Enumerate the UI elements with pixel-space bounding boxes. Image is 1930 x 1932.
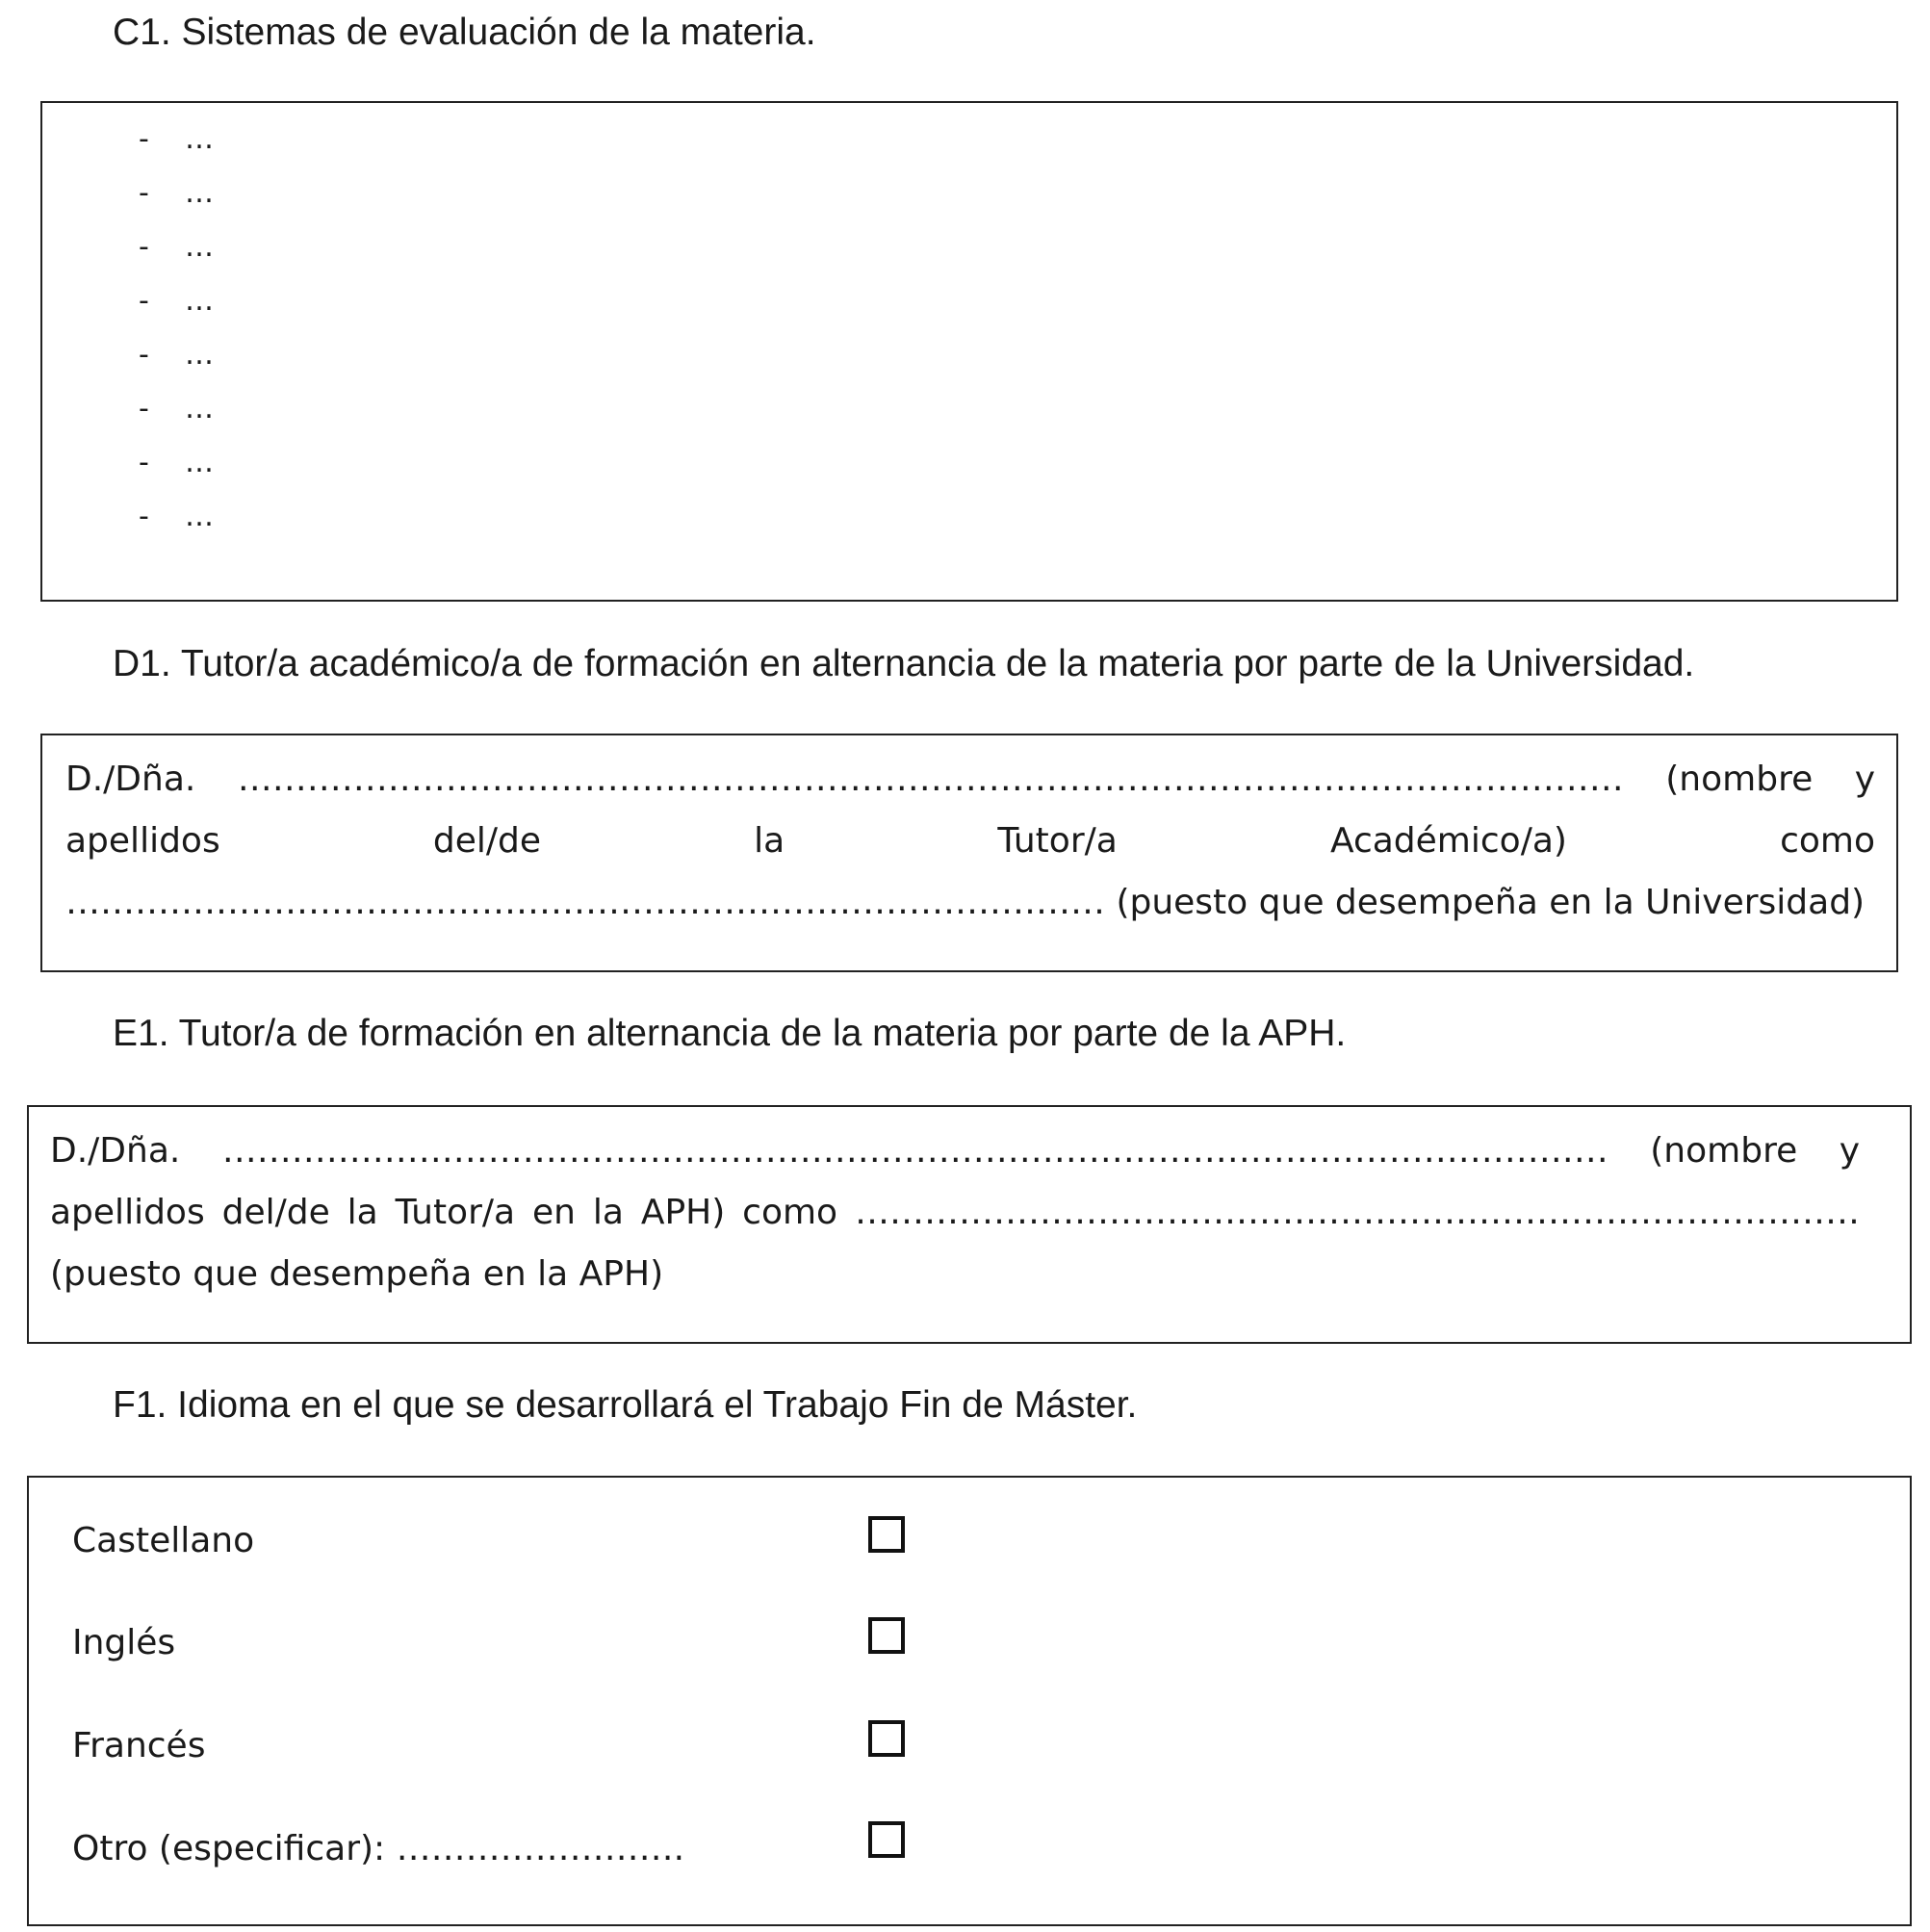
language-options-box <box>27 1476 1912 1926</box>
language-option-otro-label: Otro (especificar): ……………………. <box>72 1829 685 1868</box>
frances-checkbox[interactable] <box>868 1720 905 1757</box>
language-option-frances-label: Francés <box>72 1726 206 1765</box>
aph-tutor-box <box>27 1105 1912 1344</box>
list-item: - … <box>139 392 214 425</box>
language-option-ingles-label: Inglés <box>72 1623 176 1662</box>
list-item: - … <box>139 176 214 210</box>
list-item: - … <box>139 446 214 479</box>
list-item: - … <box>139 284 214 318</box>
academic-tutor-statement: D./Dña. ………………………………………………………………………………………………………… (nombre y apellidos del/de la Tutor/a Académico/a) como ……………………………………………………………………………… (puesto que desempeña en la Universidad) <box>65 760 1875 922</box>
evaluation-systems-box <box>40 101 1898 602</box>
castellano-checkbox[interactable] <box>868 1516 905 1553</box>
academic-tutor-box <box>40 734 1898 972</box>
section-f1-heading: F1. Idioma en el que se desarrollará el Trabajo Fin de Máster. <box>113 1384 1138 1426</box>
list-item: - … <box>139 230 214 264</box>
ingles-checkbox[interactable] <box>868 1617 905 1654</box>
language-option-castellano-label: Castellano <box>72 1521 255 1560</box>
list-item: - … <box>139 122 214 156</box>
list-item: - … <box>139 338 214 372</box>
otro-checkbox[interactable] <box>868 1821 905 1858</box>
section-e1-heading: E1. Tutor/a de formación en alternancia de la materia por parte de la APH. <box>113 1013 1347 1054</box>
aph-tutor-statement: D./Dña. ………………………………………………………………………………………………………… (nombre y apellidos del/de la Tutor/a en la APH) como …………………………………………………………………………… (puesto que desempeña en la APH) <box>50 1131 1860 1294</box>
section-d1-heading: D1. Tutor/a académico/a de formación en alternancia de la materia por parte de la Universidad. <box>113 643 1695 684</box>
list-item: - … <box>139 500 214 533</box>
section-c1-heading: C1. Sistemas de evaluación de la materia. <box>113 12 816 53</box>
